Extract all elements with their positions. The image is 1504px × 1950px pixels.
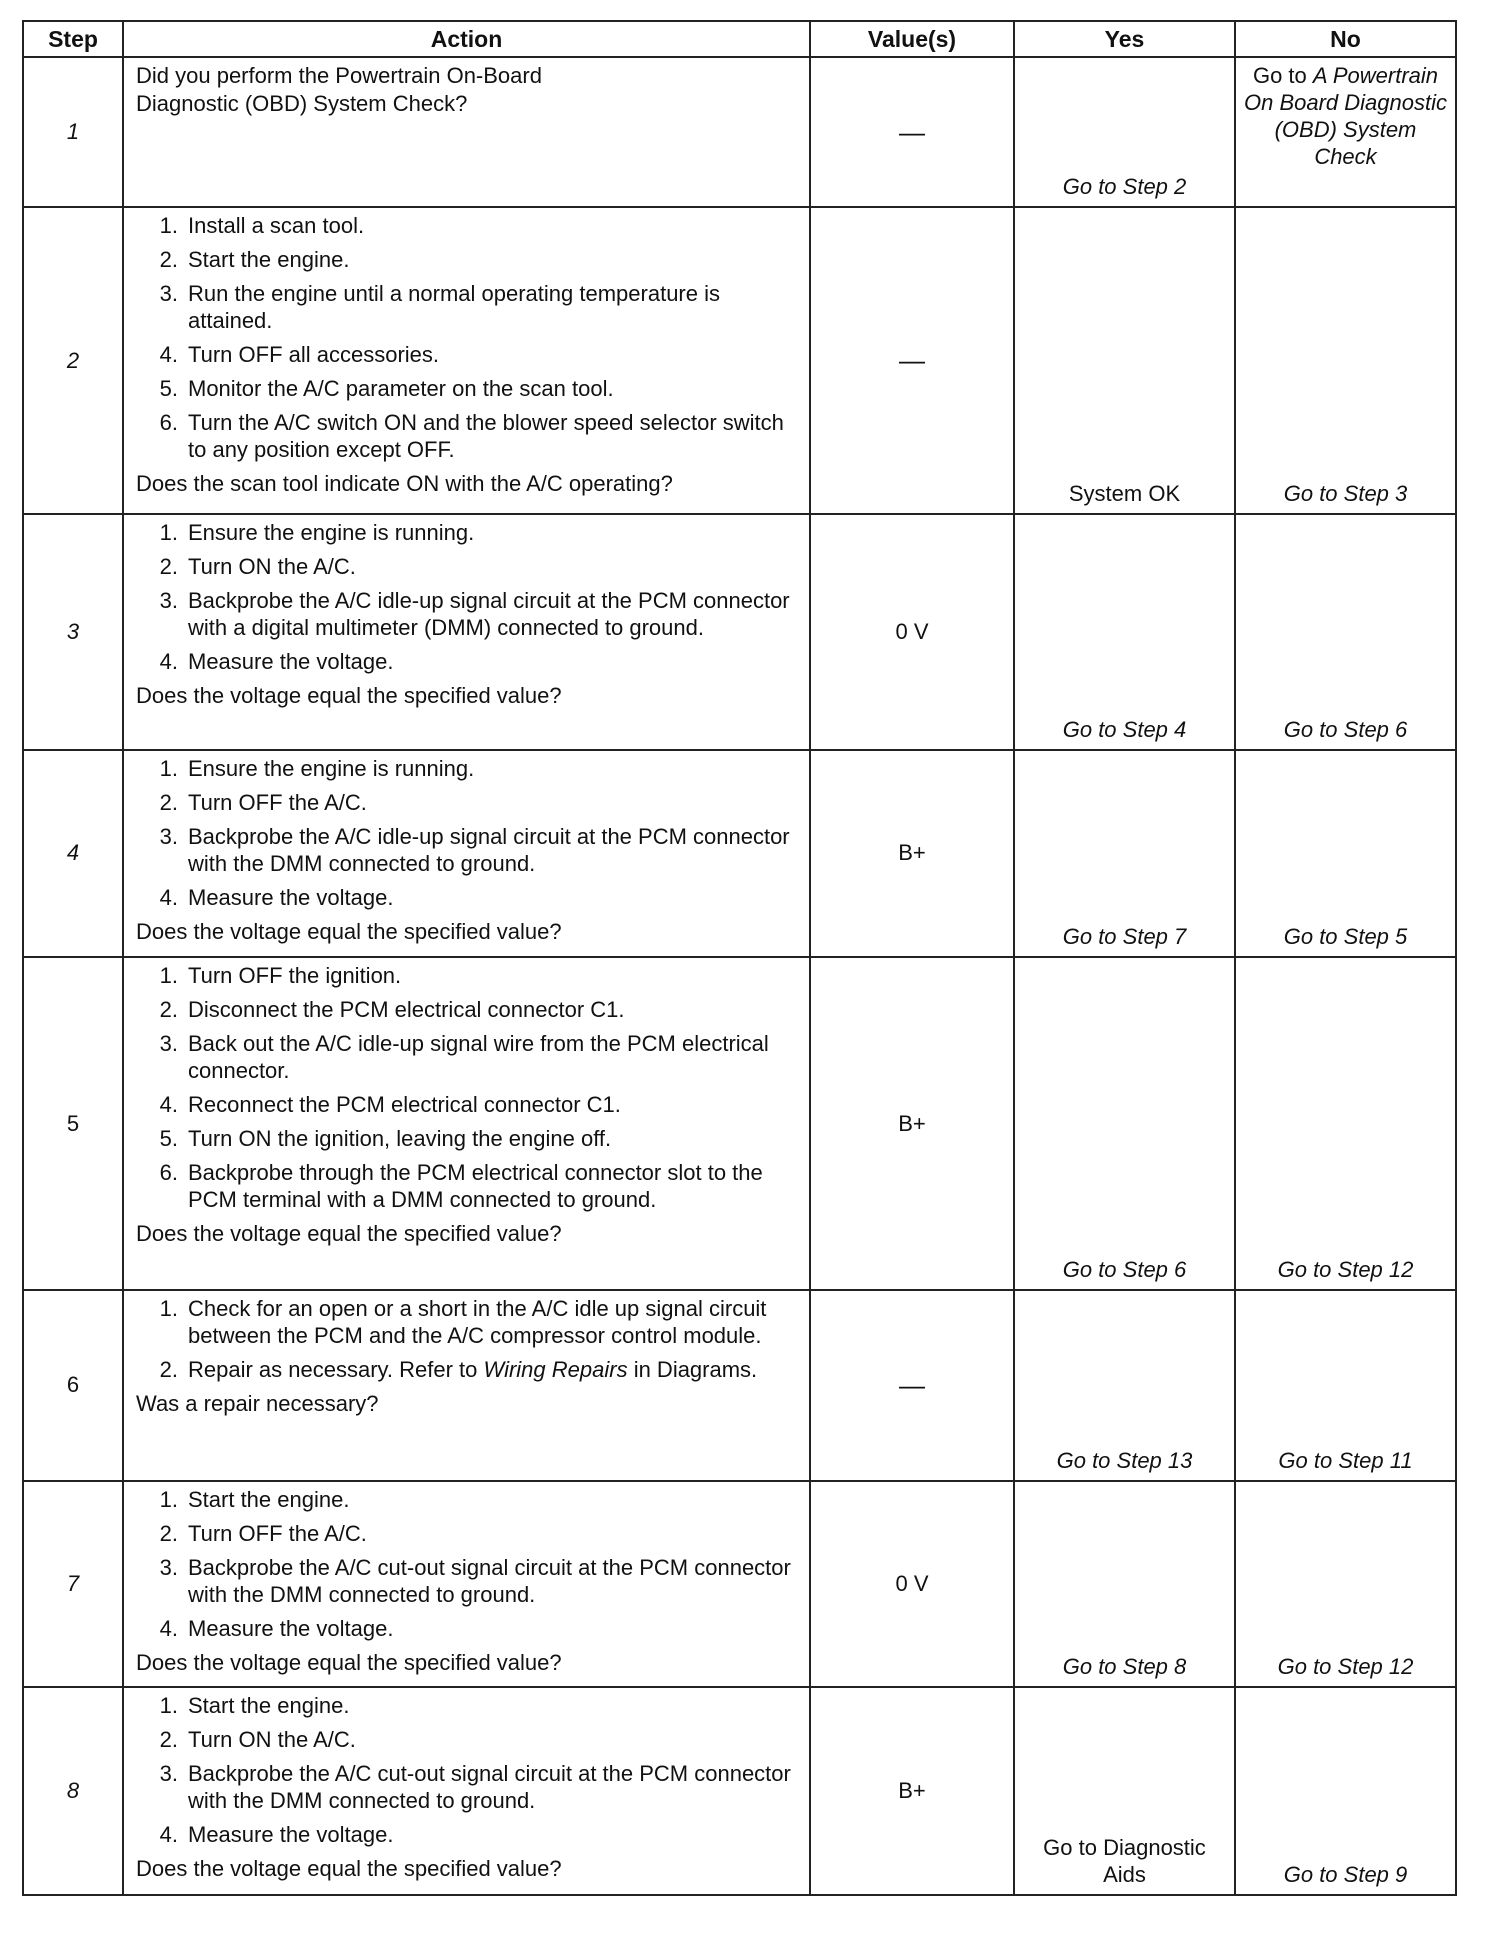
no-cell: Go to Step 12 (1235, 1481, 1456, 1687)
header-action: Action (123, 21, 810, 57)
table-row (23, 1290, 1456, 1480)
table-row (23, 750, 1456, 957)
no-cell: Go to Step 3 (1235, 207, 1456, 514)
list-item: 4. Measure the voltage. (159, 884, 394, 910)
no-cell: Go to Step 5 (1235, 750, 1456, 957)
list-item: 4. Measure the voltage. (159, 1615, 394, 1641)
value-text: B+ (898, 1777, 926, 1803)
step-number: 8 (23, 1687, 123, 1895)
list-item: 3. Run the engine until a normal operating temperature is attained. (159, 281, 720, 334)
yes-cell: Go to Step 2 (1014, 57, 1235, 207)
action-question: Did you perform the Powertrain On-Board Diagnostic (OBD) System Check? (136, 63, 542, 116)
yes-cell: System OK (1014, 207, 1235, 514)
value-cell (810, 957, 1014, 1290)
header-values: Value(s) (810, 21, 1014, 57)
list-item: 1. Install a scan tool. (159, 213, 365, 239)
action-question: Does the scan tool indicate ON with the A/C operating? (136, 471, 673, 497)
yes-cell: Go to Step 6 (1014, 957, 1235, 1290)
action-cell (123, 750, 810, 957)
list-item: 3. Backprobe the A/C idle-up signal circuit at the PCM connector with the DMM connected to ground. (159, 823, 790, 876)
value-cell (810, 1290, 1014, 1480)
action-question: Does the voltage equal the specified value? (136, 1220, 562, 1246)
value-cell (810, 207, 1014, 514)
list-item: 1. Start the engine. (159, 1692, 350, 1718)
list-item: 1. Check for an open or a short in the A/C idle up signal circuit between the PCM and the A/C compressor control module. (159, 1296, 767, 1349)
step-number: 7 (23, 1481, 123, 1687)
header-step: Step (23, 21, 123, 57)
action-question: Does the voltage equal the specified value? (136, 1649, 562, 1675)
action-cell (123, 514, 810, 749)
list-item: 4. Measure the voltage. (159, 649, 394, 675)
yes-cell: Go to Step 4 (1014, 514, 1235, 749)
yes-cell: Go to Step 7 (1014, 750, 1235, 957)
list-item: 2. Start the engine. (159, 247, 350, 273)
header-no: No (1235, 21, 1456, 57)
yes-text: Go to Diagnostic Aids (1043, 1835, 1206, 1887)
yes-cell: Go to Step 13 (1014, 1290, 1235, 1480)
action-question: Does the voltage equal the specified value? (136, 918, 562, 944)
step-number: 2 (23, 207, 123, 514)
list-item: 5. Monitor the A/C parameter on the scan tool. (159, 376, 614, 402)
value-cell (810, 750, 1014, 957)
list-item: 3. Backprobe the A/C cut-out signal circuit at the PCM connector with the DMM connected to ground. (159, 1554, 791, 1607)
list-item: 4. Turn OFF all accessories. (159, 342, 440, 368)
action-question: Was a repair necessary? (136, 1391, 379, 1417)
list-item: 1. Start the engine. (159, 1486, 350, 1512)
list-item: 4. Reconnect the PCM electrical connector C1. (159, 1091, 621, 1117)
action-cell (123, 1290, 810, 1480)
no-cell: Go to Step 6 (1235, 514, 1456, 749)
repair-text: Repair as necessary. Refer to (188, 1357, 484, 1383)
wiring-repairs-reference: Wiring Repairs (483, 1357, 628, 1383)
action-question: Does the voltage equal the specified value? (136, 1855, 562, 1881)
action-question: Does the voltage equal the specified value? (136, 683, 562, 709)
list-item: 2. Turn ON the A/C. (159, 1726, 356, 1752)
step-number: 6 (23, 1290, 123, 1480)
value-text: — (899, 116, 925, 147)
no-cell: Go to Step 12 (1235, 957, 1456, 1290)
table-row (23, 957, 1456, 1290)
table-row (23, 57, 1456, 207)
no-cell: Go to Step 9 (1235, 1687, 1456, 1895)
value-cell (810, 514, 1014, 749)
list-item: 5. Turn ON the ignition, leaving the engine off. (159, 1125, 612, 1151)
list-item: 3. Backprobe the A/C idle-up signal circuit at the PCM connector with a digital multimeter (DMM) connected to ground. (159, 588, 790, 641)
table-row (23, 1687, 1456, 1895)
value-cell (810, 1687, 1014, 1895)
yes-cell: Go to Step 8 (1014, 1481, 1235, 1687)
action-cell (123, 1481, 810, 1687)
action-cell (123, 1687, 810, 1895)
diagnostic-table (22, 20, 1457, 1896)
list-item: 2. Turn ON the A/C. (159, 554, 356, 580)
step-number: 4 (23, 750, 123, 957)
list-item: 3. Backprobe the A/C cut-out signal circuit at the PCM connector with the DMM connected to ground. (159, 1760, 791, 1813)
no-prefix: Go to (1252, 63, 1313, 88)
repair-text-end: in Diagrams. (627, 1357, 758, 1383)
value-cell (810, 57, 1014, 207)
list-item: 2. Repair as necessary. Refer to Wiring Repairs in Diagrams. (159, 1357, 758, 1383)
step-number: 1 (23, 57, 123, 207)
no-link-text: A Powertrain On Board Diagnostic (OBD) System Check (1244, 63, 1447, 169)
step-number: 3 (23, 514, 123, 749)
list-item: 2. Turn OFF the A/C. (159, 1520, 367, 1546)
list-item: 1. Turn OFF the ignition. (159, 962, 402, 988)
action-cell (123, 57, 810, 207)
list-item: 2. Turn OFF the A/C. (159, 789, 367, 815)
value-text: — (899, 1369, 925, 1400)
list-item: 4. Measure the voltage. (159, 1821, 394, 1847)
step-number: 5 (23, 957, 123, 1290)
list-item: 3. Back out the A/C idle-up signal wire from the PCM electrical connector. (159, 1030, 769, 1083)
no-cell: Go to Step 11 (1235, 1290, 1456, 1480)
list-item: 1. Ensure the engine is running. (159, 755, 475, 781)
value-cell (810, 1481, 1014, 1687)
list-item: 6. Backprobe through the PCM electrical connector slot to the PCM terminal with a DMM connected to ground. (159, 1159, 763, 1212)
list-item: 1. Ensure the engine is running. (159, 520, 475, 546)
list-item: 6. Turn the A/C switch ON and the blower speed selector switch to any position except OFF. (159, 410, 784, 463)
table-row (23, 514, 1456, 749)
header-row (23, 21, 1456, 57)
value-text: 0 V (895, 619, 929, 645)
value-text: B+ (898, 840, 926, 866)
value-text: B+ (898, 1110, 926, 1136)
value-text: — (899, 345, 925, 376)
table-row (23, 1481, 1456, 1687)
action-cell (123, 957, 810, 1290)
header-yes: Yes (1014, 21, 1235, 57)
no-cell (1235, 57, 1456, 207)
action-cell (123, 207, 810, 514)
value-text: 0 V (895, 1570, 929, 1596)
list-item: 2. Disconnect the PCM electrical connector C1. (159, 996, 625, 1022)
table-row (23, 207, 1456, 514)
yes-cell (1014, 1687, 1235, 1895)
